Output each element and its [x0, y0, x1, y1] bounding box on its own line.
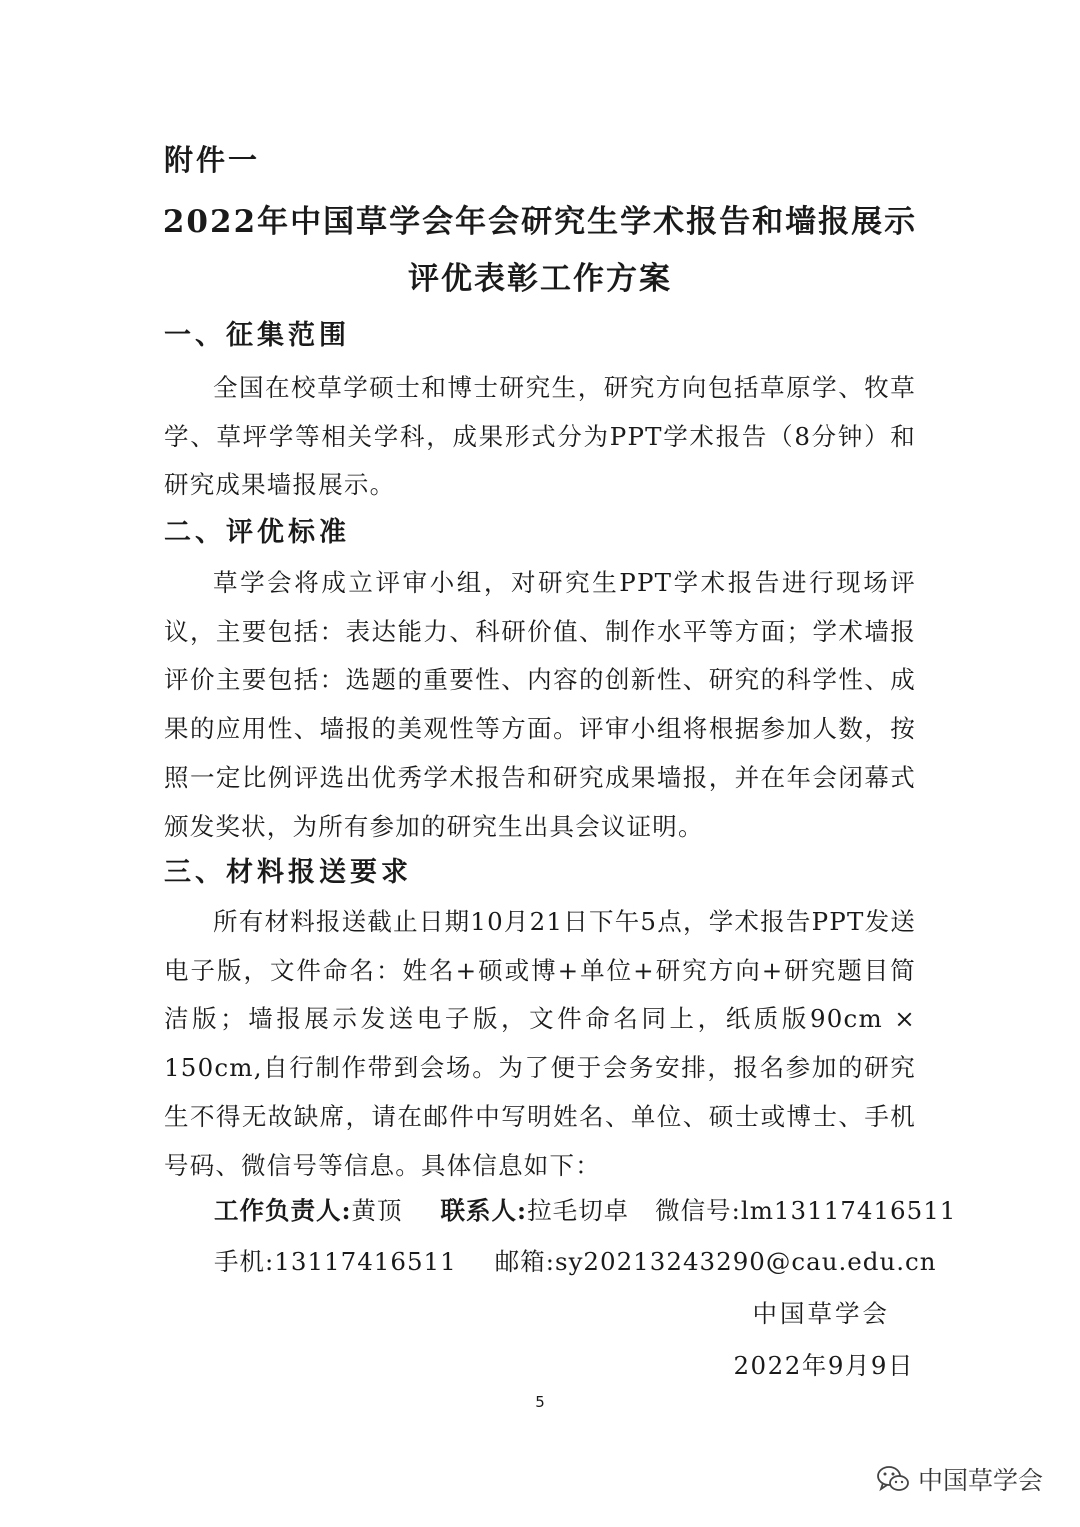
contact-row-phone-email: [214, 1243, 937, 1278]
page-number: 5: [535, 1393, 545, 1411]
document-title-line-2: 评优表彰工作方案: [408, 261, 672, 297]
signature-date: 2022年9月9日: [733, 1351, 914, 1380]
document-title-line-1: 2022年中国草学会年会研究生学术报告和墙报展示: [162, 204, 918, 240]
section-paragraph-criteria: 草学会将成立评审小组，对研究生PPT学术报告进行现场评议，主要包括：表达能力、科研价值、制作水平等方面；学术墙报评价主要包括：选题的重要性、内容的创新性、研究的科学性、成果的应用性、墙报的美观性等方面。评审小组将根据参加人数，按照一定比例评选出优秀学术报告和研究成果墙报，并在年会闭幕式颁发奖状，为所有参加的研究生出具会议证明。: [164, 568, 916, 841]
wechat-value: lm13117416511: [740, 1196, 957, 1225]
phone-label: 手机:: [214, 1247, 275, 1276]
wechat-watermark: [876, 1462, 1043, 1496]
section-heading-scope: 一、征集范围: [164, 320, 350, 351]
email-value: sy20213243290@cau.edu.cn: [555, 1247, 937, 1276]
contact-value: 拉毛切卓: [527, 1196, 630, 1225]
wechat-icon: [876, 1464, 910, 1494]
signature-organization: 中国草学会: [752, 1299, 890, 1328]
contact-row-people: [214, 1192, 956, 1227]
section-heading-submission: 三、材料报送要求: [164, 857, 412, 888]
watermark-text: 中国草学会: [918, 1466, 1044, 1495]
email-label: 邮箱:: [494, 1247, 555, 1276]
annex-label: 附件一: [164, 143, 261, 177]
lead-label: 工作负责人:: [214, 1196, 352, 1225]
lead-value: 黄顶: [351, 1196, 403, 1225]
section-paragraph-submission: 所有材料报送截止日期10月21日下午5点，学术报告PPT发送电子版，文件命名：姓名+硕或博+单位+研究方向+研究题目简洁版；墙报展示发送电子版，文件命名同上，纸质版90cm × 150cm,自行制作带到会场。为了便于会务安排，报名参加的研究生不得无故缺席，请在邮件中写明姓名、单位、硕士或博士、手机号码、微信号等信息。具体信息如下：: [164, 907, 916, 1180]
contact-label: 联系人:: [440, 1196, 528, 1225]
phone-value: 13117416511: [274, 1247, 457, 1276]
section-heading-criteria: 二、评优标准: [164, 517, 350, 548]
section-paragraph-scope: 全国在校草学硕士和博士研究生，研究方向包括草原学、牧草学、草坪学等相关学科，成果形式分为PPT学术报告（8分钟）和研究成果墙报展示。: [164, 373, 916, 500]
wechat-label: 微信号:: [655, 1196, 741, 1225]
